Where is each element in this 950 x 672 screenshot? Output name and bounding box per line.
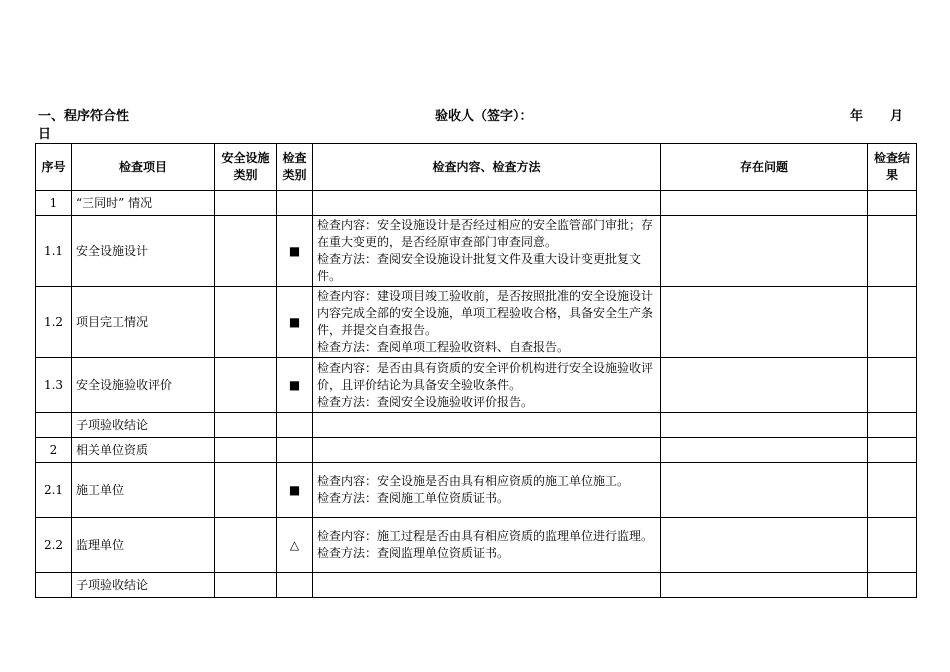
check-content-text: 检查内容：建设项目竣工验收前，是否按照批准的安全设施设计内容完成全部的安全设施，单项工程验收合格，具备安全生产条件，并提交自查报告。 [317,289,654,337]
row-check-category[interactable] [277,438,313,463]
row-issue[interactable] [661,358,868,413]
check-method-text: 检查方法：查阅安全设施验收评价报告。 [317,394,534,409]
row-issue[interactable] [661,438,868,463]
row-result[interactable] [868,438,917,463]
check-content-text: 检查内容：安全设施是否由具有相应资质的施工单位施工。 [317,474,630,488]
row-number: 1.2 [36,287,72,358]
row-result[interactable] [868,358,917,413]
row-result[interactable] [868,413,917,438]
row-number: 1 [36,191,72,216]
col-header-content-method: 检查内容、检查方法 [313,144,661,191]
row-safety-category[interactable] [215,287,277,358]
row-number: 1.3 [36,358,72,413]
row-check-category[interactable] [277,191,313,216]
check-content-text: 检查内容：是否由具有资质的安全评价机构进行安全设施验收评价，且评价结论为具备安全验收条件。 [317,360,654,392]
row-safety-category[interactable] [215,438,277,463]
row-content [313,216,661,287]
check-content-text: 检查内容：安全设施设计是否经过相应的安全监管部门审批；存在重大变更的，是否经原审查部门审查同意。 [317,218,654,249]
row-content [313,463,661,518]
row-safety-category[interactable] [215,463,277,518]
row-content [313,438,661,463]
row-result[interactable] [868,191,917,216]
row-check-category[interactable]: ■ [277,287,313,358]
inspector-signature-label: 验收人（签字）： [435,109,533,124]
row-result[interactable] [868,216,917,287]
row-result[interactable] [868,573,917,598]
check-method-text: 检查方法：查阅监理单位资质证书。 [317,546,510,560]
col-header-result: 检查结果 [868,144,917,191]
row-item: 子项验收结论 [72,413,215,438]
row-issue[interactable] [661,463,868,518]
row-content [313,518,661,573]
table-header-row [36,144,917,191]
row-item: 安全设施设计 [72,216,215,287]
table-row [36,191,917,216]
table-row [36,216,917,287]
row-content [313,191,661,216]
inspection-table [35,143,917,598]
row-number: 2.1 [36,463,72,518]
row-item: 子项验收结论 [72,573,215,598]
row-content [313,358,661,413]
row-safety-category[interactable] [215,191,277,216]
row-issue[interactable] [661,287,868,358]
row-safety-category[interactable] [215,518,277,573]
row-issue[interactable] [661,216,868,287]
row-item: “三同时” 情况 [72,191,215,216]
row-safety-category[interactable] [215,413,277,438]
row-number: 2.2 [36,518,72,573]
col-header-item: 检查项目 [72,144,215,191]
row-check-category[interactable]: ■ [277,358,313,413]
row-content[interactable] [313,573,661,598]
table-row [36,518,917,573]
row-check-category[interactable]: ■ [277,216,313,287]
table-row [36,358,917,413]
row-item: 施工单位 [72,463,215,518]
table-row [36,438,917,463]
row-content [313,287,661,358]
table-row [36,287,917,358]
table-row [36,413,917,438]
check-content-text: 检查内容：施工过程是否由具有相应资质的监理单位进行监理。 [317,529,654,543]
row-item: 安全设施验收评价 [72,358,215,413]
row-safety-category[interactable] [215,573,277,598]
row-check-category[interactable]: △ [277,518,313,573]
row-issue[interactable] [661,191,868,216]
check-method-text: 检查方法：查阅安全设施设计批复文件及重大设计变更批复文件。 [317,252,642,283]
row-check-category[interactable] [277,413,313,438]
row-result[interactable] [868,287,917,358]
row-issue[interactable] [661,518,868,573]
section-title: 一、程序符合性 [38,109,130,124]
check-method-text: 检查方法：查阅单项工程验收资料、自查报告。 [317,340,570,354]
row-content[interactable] [313,413,661,438]
row-item: 相关单位资质 [72,438,215,463]
row-issue[interactable] [661,413,868,438]
col-header-safety-category: 安全设施类别 [215,144,277,191]
col-header-issues: 存在问题 [661,144,868,191]
row-result[interactable] [868,463,917,518]
row-number: 2 [36,438,72,463]
row-result[interactable] [868,518,917,573]
row-number [36,573,72,598]
row-number [36,413,72,438]
row-safety-category[interactable] [215,216,277,287]
day-label: 日 [38,127,52,142]
col-header-number: 序号 [36,144,72,191]
row-check-category[interactable] [277,573,313,598]
row-check-category[interactable]: ■ [277,463,313,518]
year-label: 年 [850,109,864,124]
table-row [36,463,917,518]
row-item: 项目完工情况 [72,287,215,358]
col-header-check-category: 检查类别 [277,144,313,191]
row-safety-category[interactable] [215,358,277,413]
row-issue[interactable] [661,573,868,598]
row-item: 监理单位 [72,518,215,573]
check-method-text: 检查方法：查阅施工单位资质证书。 [317,491,510,505]
table-row [36,573,917,598]
row-number: 1.1 [36,216,72,287]
month-label: 月 [890,109,904,124]
